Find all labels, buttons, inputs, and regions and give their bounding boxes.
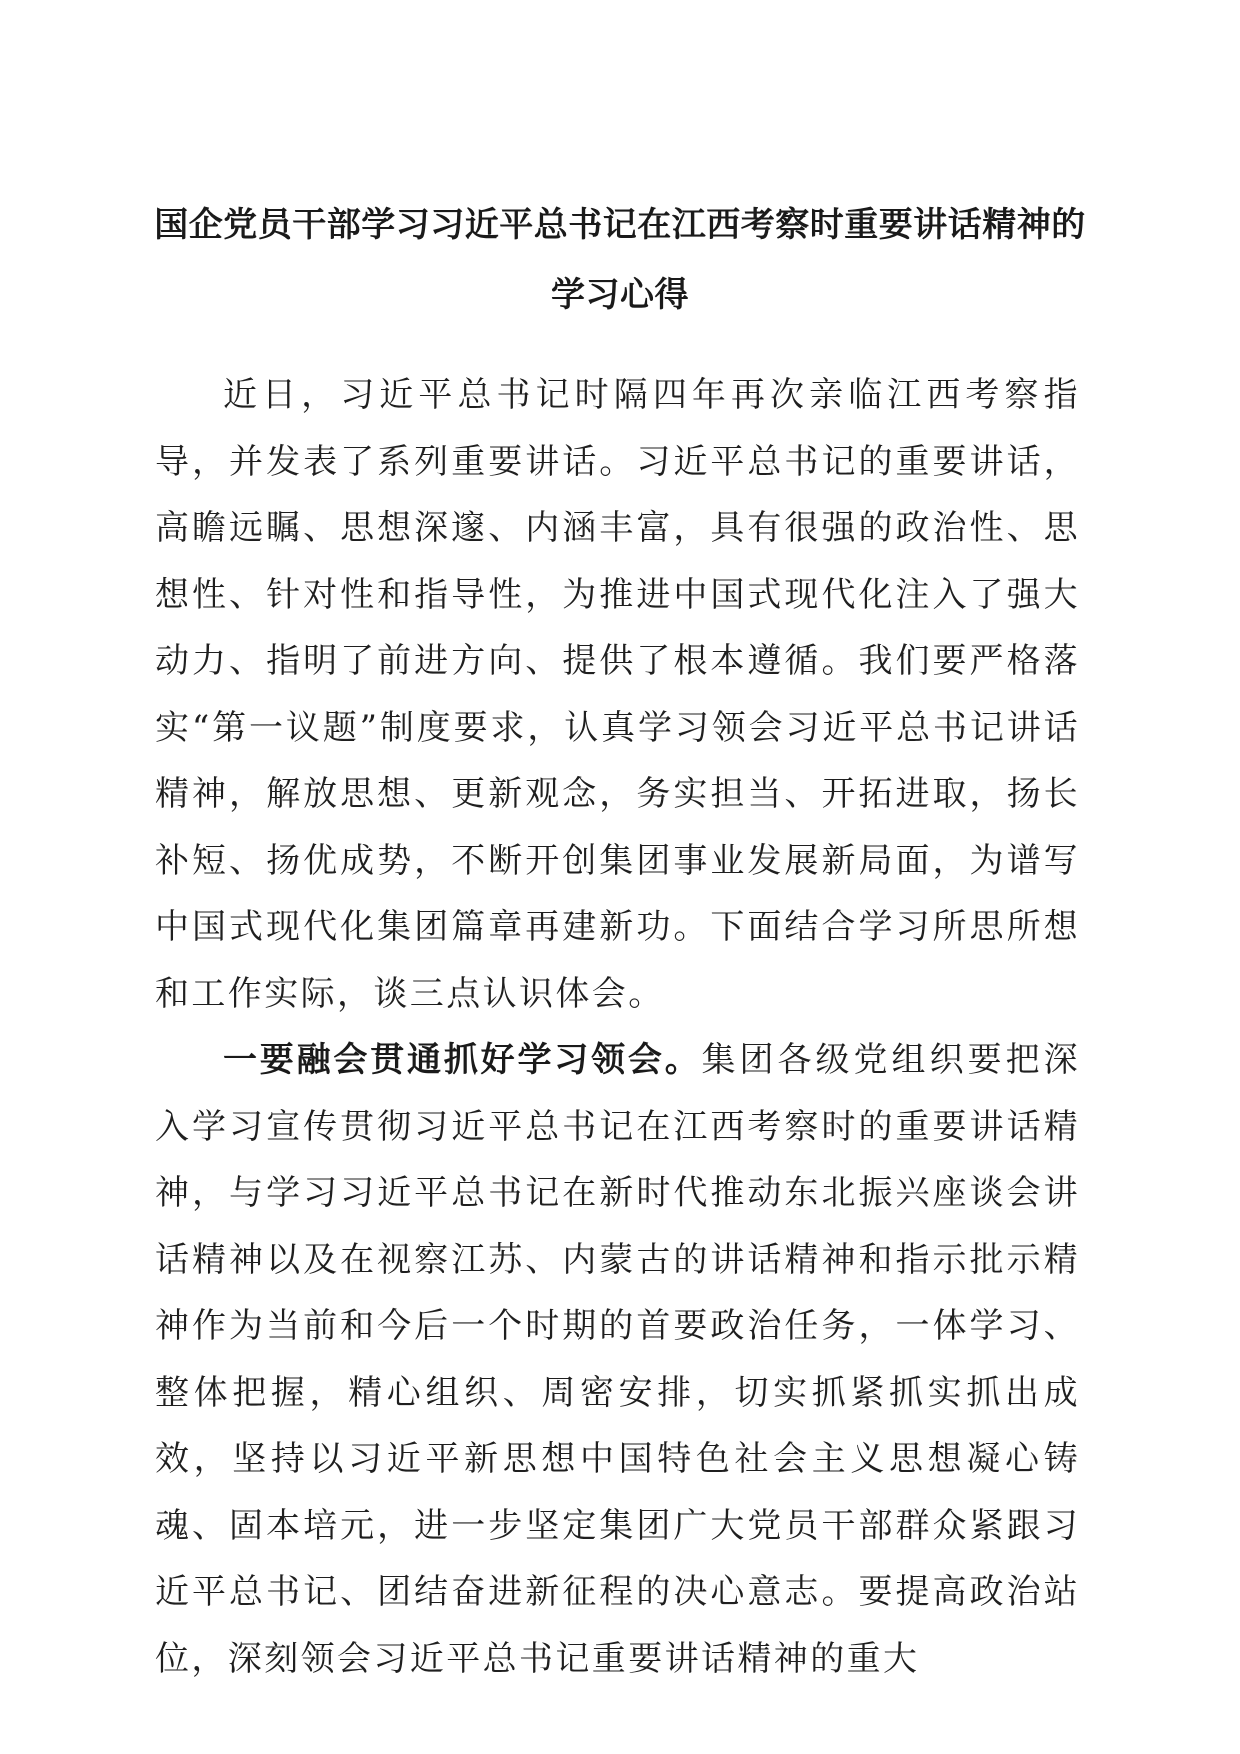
section-1-text: 集团各级党组织要把深入学习宣传贯彻习近平总书记在江西考察时的重要讲话精神，与学习习近平总书记在新时代推动东北振兴座谈会讲话精神以及在视察江苏、内蒙古的讲话精神和指示批示精神作为当前和今后一个时期的首要政治任务，一体学习、整体把握，精心组织、周密安排，切实抓紧抓实抓出成效，坚持以习近平新思想中国特色社会主义思想凝心铸魂、固本培元，进一步坚定集团广大党员干部群众紧跟习近平总书记、团结奋进新征程的决心意志。要提高政治站位，深刻领会习近平总书记重要讲话精神的重大 [155,1040,1080,1679]
document-body [155,362,1080,1692]
section-1-heading: 一要融会贯通抓好学习领会。 [223,1040,702,1080]
title-line-2: 学习心得 [551,275,689,315]
paragraph-intro-text: 近日，习近平总书记时隔四年再次亲临江西考察指导，并发表了系列重要讲话。习近平总书记的重要讲话，高瞻远瞩、思想深邃、内涵丰富，具有很强的政治性、思想性、针对性和指导性，为推进中国式现代化注入了强大动力、指明了前进方向、提供了根本遵循。我们要严格落实“第一议题”制度要求，认真学习领会习近平总书记讲话精神，解放思想、更新观念，务实担当、开拓进取，扬长补短、扬优成势，不断开创集团事业发展新局面，为谱写中国式现代化集团篇章再建新功。下面结合学习所思所想和工作实际，谈三点认识体会。 [155,375,1080,1014]
title-line-1: 国企党员干部学习习近平总书记在江西考察时重要讲话精神的 [154,205,1086,245]
document-title [150,190,1090,330]
paragraph-section-1 [155,1027,1080,1692]
paragraph-intro [155,362,1080,1027]
